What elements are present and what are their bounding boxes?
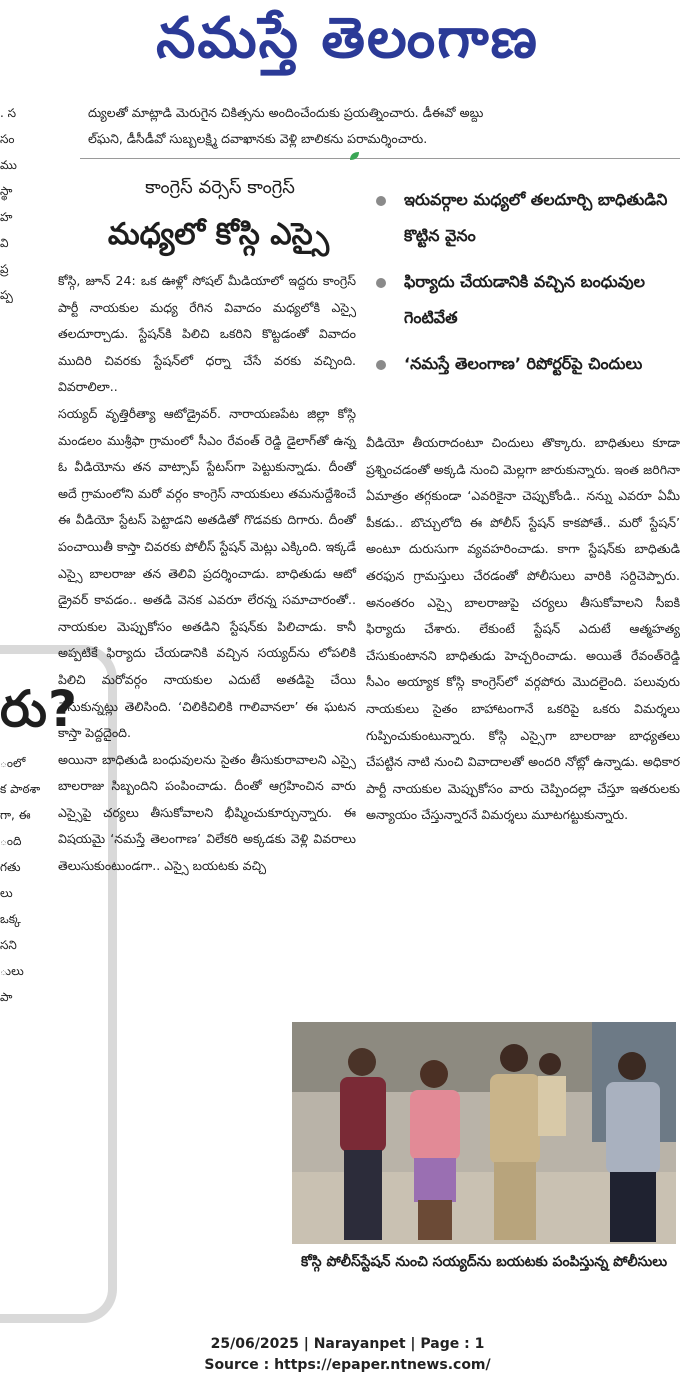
fragment-line: ప్ప [0,288,13,302]
highlight-bullets [370,182,685,382]
highlight-text: ఇరువర్గాల మధ్యలో తలదూర్చి బాధితుడిని కొట్టిన వైనం [404,190,668,245]
fragment-line: ము [0,158,17,172]
article-paragraph: అయినా బాధితుడి బంధువులను సైతం తీసుకురావాలని ఎస్సై బాలరాజు సిబ్బందిని పంపించాడు. దీంతో ఆగ్రహించిన వారు ఎస్సైపై చర్యలు తీసుకోవాలని భీష్మించుకూర్చున్నారు. ఈ విషయమై ‘నమస్తే తెలంగాణ’ విలేకరి అక్కడకు వెళ్లి వివరాలు తెలుసుకుంటుండగా.. ఎస్సై బయటకు వచ్చి [58,751,356,874]
fragment-line: ంలో [0,756,26,770]
adjacent-headline-fragment: రు? [0,680,78,738]
news-photo [292,1022,676,1244]
fragment-line: హ [0,210,13,224]
fragment-line: ంది [0,834,22,848]
bullet-dot-icon [376,196,386,206]
highlight-item [370,346,685,382]
continuation-line: ద్యులతో మాట్లాడి మెరుగైన చికిత్సను అందించేందుకు ప్రయత్నించారు. డీఈవో అబ్దు [88,105,484,120]
fragment-line: పా [0,990,13,1004]
article-headline: మధ్యలో కోస్గి ఎస్సై [107,217,330,252]
fragment-line: గతు [0,860,21,874]
continuation-line: ల్‌ఘని, డీసీడీవో సుబ్బలక్ష్మి దవాఖానకు వెళ్లి బాలికను పరామర్శించారు. [88,131,428,146]
article-kicker: కాంగ్రెస్‌ వర్సెస్‌ కాంగ్రెస్‌ [145,177,295,198]
highlight-text: ‘నమస్తే తెలంగాణ’ రిపోర్టర్‌పై చిందులు [404,354,643,373]
fragment-line: గా, ఈ [0,808,31,822]
article-column-2 [366,430,680,829]
article-paragraph: కోస్గి, జూన్‌ 24: ఒక ఊళ్లో సోషల్‌ మీడియాలో ఇద్దరు కాంగ్రెస్‌ పార్టీ నాయకుల మధ్య రేగిన వివాదం మధ్యలోకి ఎస్సై తలదూర్చాడు. స్టేషన్‌కి పిలిచి ఒకరిని కొట్టడంతో వివాదం ముదిరి చివరకు స్టేషన్‌లో ధర్నా చేసే వరకు వచ్చింది. వివరాలిలా.. [58,273,356,395]
masthead [0,0,695,92]
page-footer [0,1334,695,1376]
fragment-line: ఒక్క [0,912,21,926]
bullet-dot-icon [376,278,386,288]
article-column-1 [58,268,356,880]
fragment-line: సని [0,938,17,952]
bullet-dot-icon [376,360,386,370]
fragment-line: వి [0,236,9,250]
leaf-ornament-icon [348,150,360,162]
masthead-title: నమస్తే తెలంగాణ [156,6,539,71]
fragment-line: స్థా [0,184,13,198]
fragment-line: క పాఠశా [0,782,41,796]
highlight-item [370,182,685,254]
fragment-line: లు [0,886,13,900]
article-paragraph: సయ్యద్‌ వృత్తిరీత్యా ఆటోడ్రైవర్‌. నారాయణపేట జిల్లా కోస్గి మండలం ముశ్రీఫా గ్రామంలో సీఎం రేవంత్‌ రెడ్డి డైలాగ్‌తో ఉన్న ఓ వీడియోను తన వాట్సాప్‌ స్టేటస్‌గా పెట్టుకున్నాడు. దీంతో అదే గ్రామంలోని మరో వర్గం కాంగ్రెస్‌ నాయకులు తమనుద్దేశించే ఈ వీడియో స్టేటస్‌ పెట్టాడని అతడితో గొడవకు దిగారు. దీంతో పంచాయితీ కాస్తా చివరకు పోలీస్‌ స్టేషన్‌ మెట్లు ఎక్కింది. ఇక్కడే ఎస్సై బాలరాజు తన తెలివి ప్రదర్శించాడు. బాధితుడు ఆటో డ్రైవర్‌ కావడం.. అతడి వెనక ఎవరూ లేరన్న సమాచారంతో.. నాయకుల మెప్పుకోసం అతడిని స్టేషన్‌కు పిలిచాడు. కానీ అప్పటికే ఫిర్యాదు చేయడానికి వచ్చిన సయ్యద్‌ను లోపలికి పిలిచి మరోవర్గం నాయకుల ఎదుటే అతడిపై చేయి చేసుకున్నట్లు తెలిసింది. ‘చిలికిచిలికి గాలివానలా’ ఈ ఘటన కాస్తా పెద్దదైంది. [58,405,356,741]
highlight-item [370,264,685,336]
article-paragraph: వీడియో తీయరాదంటూ చిందులు తొక్కారు. బాధితులు కూడా ప్రశ్నించడంతో అక్కడి నుంచి మెల్లగా జారుకున్నారు. ఇంత జరిగినా ఏమాత్రం తగ్గకుండా ‘ఎవరికైనా చెప్పుకోండి.. నన్ను ఎవరూ ఏమీ పీకడు.. బొచ్చులోది ఈ పోలీస్‌ స్టేషన్‌ కాకపోతే.. మరో స్టేషన్‌’ అంటూ దురుసుగా వ్యవహరించాడు. కాగా స్టేషన్‌కు బాధితుడి తరఫున గ్రామస్తులు చేరడంతో పోలీసులు వారికి సర్దిచెప్పారు. అనంతరం ఎస్సై బాలరాజుపై చర్యలు తీసుకోవాలని సీఐకి ఫిర్యాదు చేశారు. లేకుంటే స్టేషన్‌ ఎదుటే ఆత్మహత్య చేసుకుంటానని బాధితుడు హెచ్చరించాడు. అయితే రేవంత్‌రెడ్డి సీఎం అయ్యాక కోస్గి కాంగ్రెస్‌లో వర్గపోరు మొదలైంది. పలువురు నాయకులు సైతం బాహాటంగానే ఒకరిపై ఒకరు విమర్శలు గుప్పించుకుంటున్నారు. కోస్గి ఎస్సైగా బాలరాజు బాధ్యతలు చేపట్టిన నాటి నుంచి వివాదాలతో అందరి నోట్లో ఉన్నాడు. అధికార పార్టీ నాయకుల మెప్పుకోసం వారు చెప్పిందల్లా చేస్తూ ఇతరులకు అన్యాయం చేస్తున్నారనే విమర్శలు మూటగట్టుకున్నారు. [366,435,680,823]
fragment-line: ప్ర [0,262,9,276]
fragment-line: సం [0,132,15,146]
left-fragment-top [0,100,56,308]
edition-info: 25/06/2025 | Narayanpet | Page : 1 [210,1336,485,1352]
previous-story-continuation [88,100,688,152]
source-url: Source : https://epaper.ntnews.com/ [204,1357,491,1373]
police-escort-photo [292,1022,676,1244]
left-fragment-bottom [0,750,56,1010]
fragment-line: . స [0,106,17,120]
divider [80,158,680,159]
highlight-text: ఫిర్యాదు చేయడానికి వచ్చిన బంధువుల గెంటివేత [404,272,645,327]
fragment-line: ులు [0,964,24,978]
photo-caption: కోస్గి పోలీస్‌స్టేషన్‌ నుంచి సయ్యద్‌ను బయటకు పంపిస్తున్న పోలీసులు [300,1254,668,1270]
